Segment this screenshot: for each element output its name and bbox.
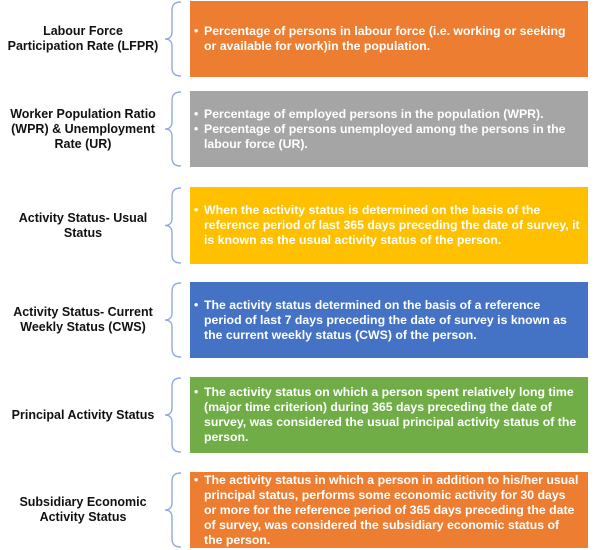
term-label: Labour Force Participation Rate (LFPR) (7, 24, 159, 53)
bullet-dot-icon: • (194, 121, 199, 136)
curly-brace-icon (163, 472, 183, 548)
definition-bullet (194, 24, 580, 54)
term-label: Worker Population Ratio (WPR) & Unemployment Rate (UR) (10, 106, 156, 151)
definition-text: The activity status on which a person spent relatively long time (major time criterion) during 365 days preceding the date of survey, was considered the usual principal activity status of the person. (204, 385, 577, 444)
term-label: Activity Status- Current Weekly Status (CWS) (13, 305, 153, 334)
definition-text: The activity status in which a person in addition to his/her usual principal status, performs some economic activity for 30 days or more for the reference period of 365 days preceding the date of survey, was considered the subsidiary economic status of the person. (204, 472, 579, 547)
curly-brace-icon (163, 187, 183, 264)
definition-bullet (194, 107, 580, 122)
bullet-dot-icon: • (194, 472, 199, 487)
definition-row (0, 1, 600, 77)
definition-row (0, 187, 600, 264)
definition-row (0, 282, 600, 358)
bullet-dot-icon: • (194, 297, 199, 312)
definition-text: When the activity status is determined on the basis of the reference period of last 365 days preceding the date of survey, it is known as the usual activity status of the person. (204, 203, 580, 247)
definition-text: Percentage of employed persons in the population (WPR). (204, 106, 544, 121)
curly-brace-icon (163, 91, 183, 167)
bullet-dot-icon: • (194, 106, 199, 121)
definition-text: Percentage of persons unemployed among the persons in the labour force (UR). (204, 121, 566, 151)
definition-text: Percentage of persons in labour force (i.e. working or seeking or available for work)in the population. (204, 24, 566, 53)
definition-bullet (194, 473, 580, 548)
curly-brace-icon (163, 282, 183, 358)
term-label: Principal Activity Status (11, 407, 155, 422)
definition-row (0, 472, 600, 548)
bullet-dot-icon: • (194, 24, 199, 38)
definition-bullet (194, 122, 580, 152)
definition-bullet (194, 203, 580, 248)
definition-box (190, 282, 588, 358)
bullet-dot-icon: • (194, 203, 199, 217)
definition-box (190, 91, 588, 167)
definition-text: The activity status determined on the basis of a reference period of last 7 days preceding the date of survey is known as the current weekly status (CWS) of the person. (204, 297, 567, 342)
definition-box (190, 377, 588, 453)
definition-box (190, 1, 588, 77)
definition-bullet (194, 385, 580, 445)
definition-box (190, 187, 588, 264)
definition-bullet (194, 298, 580, 343)
definition-row (0, 91, 600, 167)
bullet-dot-icon: • (194, 385, 199, 399)
definition-box (190, 472, 588, 548)
term-label: Activity Status- Usual Status (18, 210, 148, 240)
curly-brace-icon (163, 1, 183, 77)
curly-brace-icon (163, 377, 183, 453)
definition-row (0, 377, 600, 453)
term-label: Subsidiary Economic Activity Status (19, 495, 147, 524)
